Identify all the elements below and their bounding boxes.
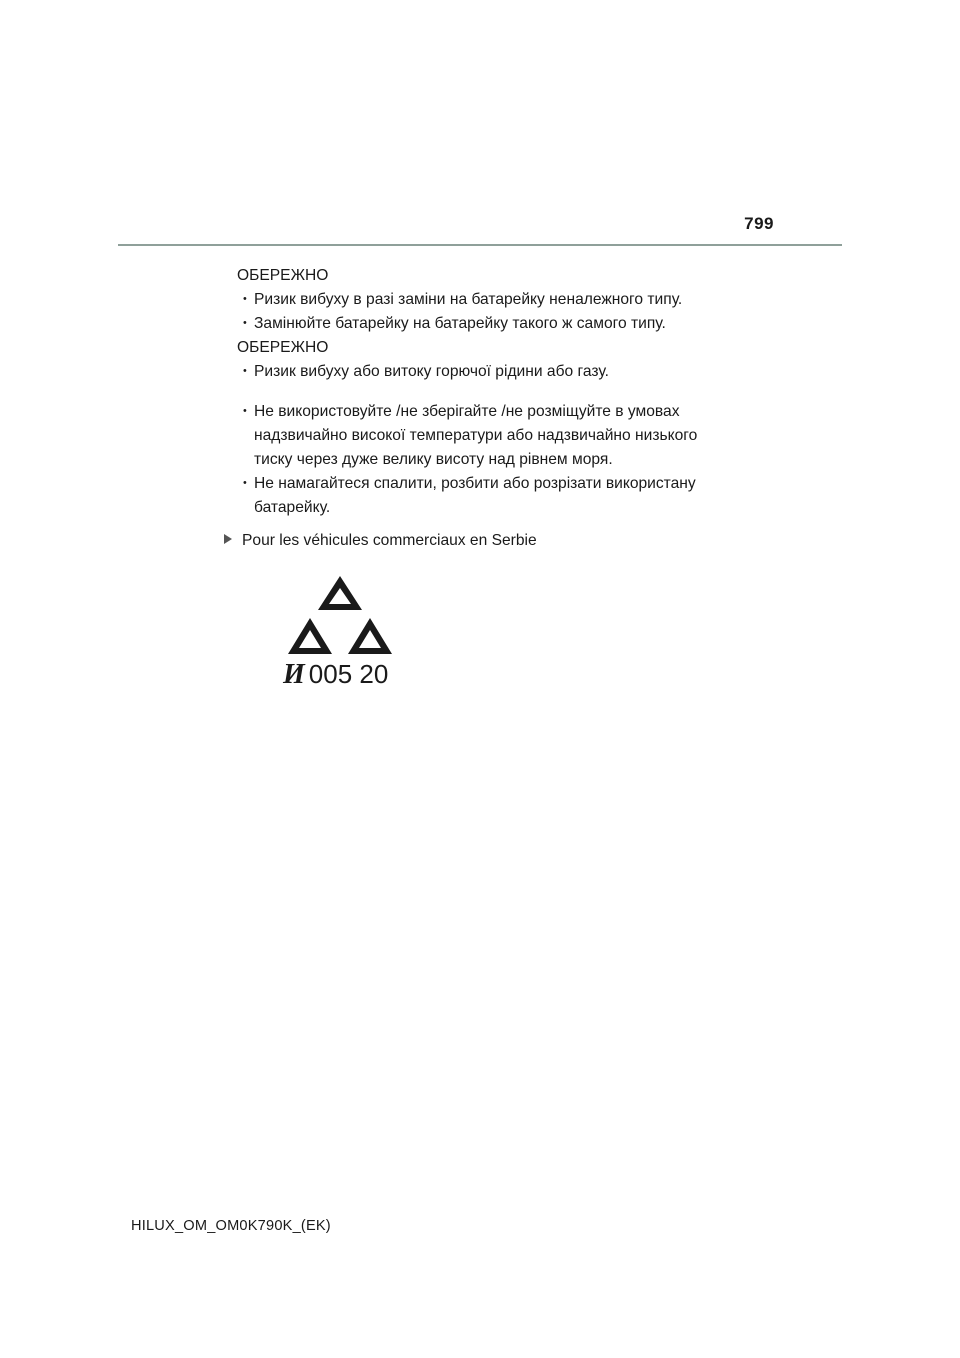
bullet-item (234, 472, 724, 520)
caution-content (234, 264, 794, 520)
caution-heading: ОБЕРЕЖНО (237, 267, 329, 284)
bullet-dot: ･ (241, 475, 249, 492)
footer-doc-id: HILUX_OM_OM0K790K_(EK) (131, 1218, 331, 1234)
triangle-arrow-icon (224, 534, 232, 544)
bullet-item (234, 312, 794, 336)
bullet-text: Не використовуйте /не зберігайте /не розміщуйте в умовах надзвичайно високої температури або надзвичайно низького тиску через дуже велику висоту над рівнем моря. (254, 403, 698, 468)
region-note-text: Pour les véhicules commerciaux en Serbie (242, 532, 537, 549)
region-note (224, 530, 537, 552)
bullet-text: Не намагайтеся спалити, розбити або розрізати використану батарейку. (254, 475, 696, 516)
certification-mark: И (283, 659, 305, 690)
bullet-item (234, 360, 794, 384)
bullet-item (234, 400, 724, 472)
bullet-dot: ･ (241, 291, 249, 308)
bullet-dot: ･ (241, 403, 249, 420)
bullet-text: Замінюйте батарейку на батарейку такого ж самого типу. (254, 315, 666, 332)
bullet-dot: ･ (241, 315, 249, 332)
caution-heading: ОБЕРЕЖНО (237, 339, 329, 356)
certification-number: 005 20 (308, 659, 389, 689)
bullet-item (234, 288, 794, 312)
bullet-text: Ризик вибуху або витоку горючої рідини або газу. (254, 363, 609, 380)
header-rule (118, 244, 842, 246)
certification-code (283, 660, 388, 689)
spacer (234, 384, 794, 400)
bullet-dot: ･ (241, 363, 249, 380)
bullet-text: Ризик вибуху в разі заміни на батарейку неналежного типу. (254, 291, 683, 308)
page-number: 799 (744, 214, 774, 233)
